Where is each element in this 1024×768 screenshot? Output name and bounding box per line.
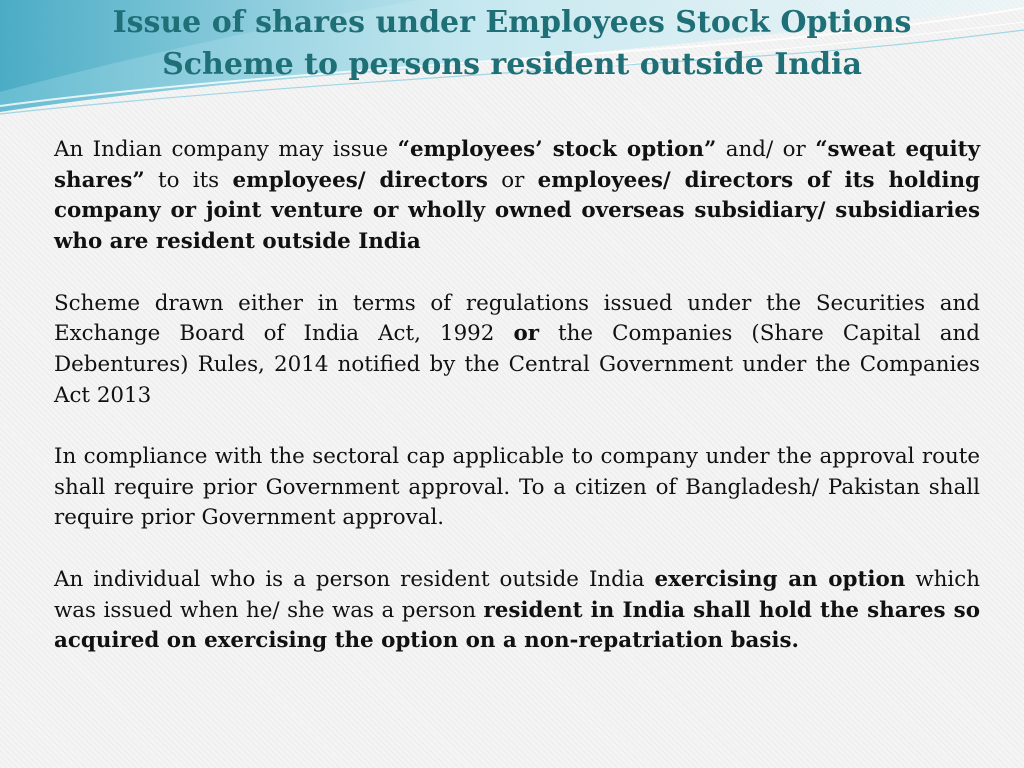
slide-body	[54, 135, 980, 688]
slide-title	[0, 2, 1024, 86]
text-segment: to its	[144, 167, 233, 193]
text-segment: or	[487, 167, 538, 193]
paragraph-non-repatriation	[54, 565, 980, 657]
text-segment-bold: “sweat equity shares”	[54, 137, 980, 193]
text-segment: In compliance with the sectoral cap applicable to company under the approval route shall require prior Government approval. To a citizen of Bangladesh/ Pakistan shall require prior Government approval.	[54, 444, 980, 531]
text-segment: which was issued when he/ she was a person	[54, 566, 980, 623]
text-segment-bold: employees/ directors of its holding company or joint venture or wholly owned overseas subsidiary/ subsidiaries who are resident outside India	[54, 167, 980, 255]
slide-title-line-2: Scheme to persons resident outside India	[162, 47, 862, 82]
text-segment-bold: exercising an option	[654, 566, 906, 592]
text-segment-bold: employees/ directors	[232, 167, 488, 193]
text-segment: An Indian company may issue	[54, 137, 398, 162]
paragraph-scheme-regulations	[54, 289, 980, 412]
text-segment: the Companies (Share Capital and Debentures) Rules, 2014 notified by the Central Government under the Companies Act 2013	[54, 321, 980, 408]
text-segment: and/ or	[716, 137, 816, 162]
text-segment-bold: or	[513, 321, 539, 347]
paragraph-esop-issue	[54, 135, 980, 258]
text-segment-bold: “employees’ stock option”	[397, 137, 717, 162]
text-segment-bold: resident in India shall hold the shares so acquired on exercising the option on a non-repatriation basis.	[54, 597, 980, 654]
text-segment: Scheme drawn either in terms of regulations issued under the Securities and Exchange Board of India Act, 1992	[54, 290, 980, 347]
slide-title-line-1: Issue of shares under Employees Stock Options	[112, 5, 912, 40]
paragraph-sectoral-cap	[54, 442, 980, 534]
text-segment: An individual who is a person resident outside India	[54, 566, 655, 592]
